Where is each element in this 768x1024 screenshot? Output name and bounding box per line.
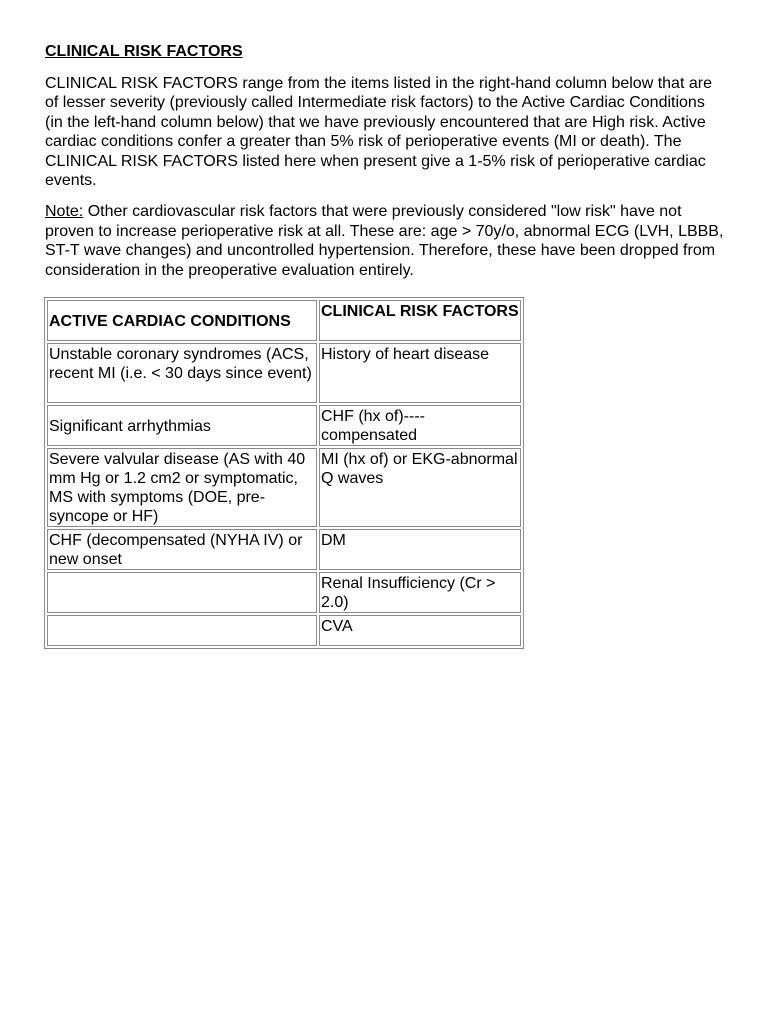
note-paragraph	[45, 202, 725, 280]
table-row	[47, 615, 521, 646]
table-cell: CHF (decompensated (NYHA IV) or new onset	[47, 529, 317, 570]
table-cell: Severe valvular disease (AS with 40 mm Hg or 1.2 cm2 or symptomatic, MS with symptoms (DOE, pre-syncope or HF)	[47, 448, 317, 527]
table-cell	[47, 572, 317, 613]
table-row	[47, 448, 521, 527]
document-heading: CLINICAL RISK FACTORS	[45, 43, 243, 60]
table-cell: History of heart disease	[319, 343, 521, 403]
table-cell: Renal Insufficiency (Cr > 2.0)	[319, 572, 521, 613]
header-clinical-risk-factors: CLINICAL RISK FACTORS	[319, 300, 521, 341]
table-row	[47, 343, 521, 403]
note-label: Note:	[45, 203, 84, 221]
table-header-row	[47, 300, 521, 341]
note-text: Other cardiovascular risk factors that were previously considered "low risk" have not proven to increase perioperative risk at all. These are: age > 70y/o, abnormal ECG (LVH, LBBB, ST-T wave changes) and uncontrolled hypertension. Therefore, these have been dropped from consideration in the preoperative evaluation entirely.	[45, 203, 724, 279]
table-cell: CVA	[319, 615, 521, 646]
risk-table	[44, 297, 524, 649]
table-row	[47, 572, 521, 613]
table-cell: CHF (hx of)----compensated	[319, 405, 521, 446]
table-row	[47, 529, 521, 570]
table-cell: Unstable coronary syndromes (ACS, recent MI (i.e. < 30 days since event)	[47, 343, 317, 403]
intro-paragraph: CLINICAL RISK FACTORS range from the items listed in the right-hand column below that are of lesser severity (previously called Intermediate risk factors) to the Active Cardiac Conditions (in the left-hand column below) that we have previously encountered that are High risk. Active cardiac conditions confer a greater than 5% risk of perioperative events (MI or death). The CLINICAL RISK FACTORS listed here when present give a 1-5% risk of perioperative cardiac events.	[45, 75, 712, 190]
document-page	[45, 42, 725, 649]
table-cell	[47, 615, 317, 646]
table-cell: DM	[319, 529, 521, 570]
table-cell: MI (hx of) or EKG-abnormal Q waves	[319, 448, 521, 527]
table-row	[47, 405, 521, 446]
header-active-cardiac-conditions: ACTIVE CARDIAC CONDITIONS	[47, 300, 317, 341]
table-cell: Significant arrhythmias	[47, 405, 317, 446]
